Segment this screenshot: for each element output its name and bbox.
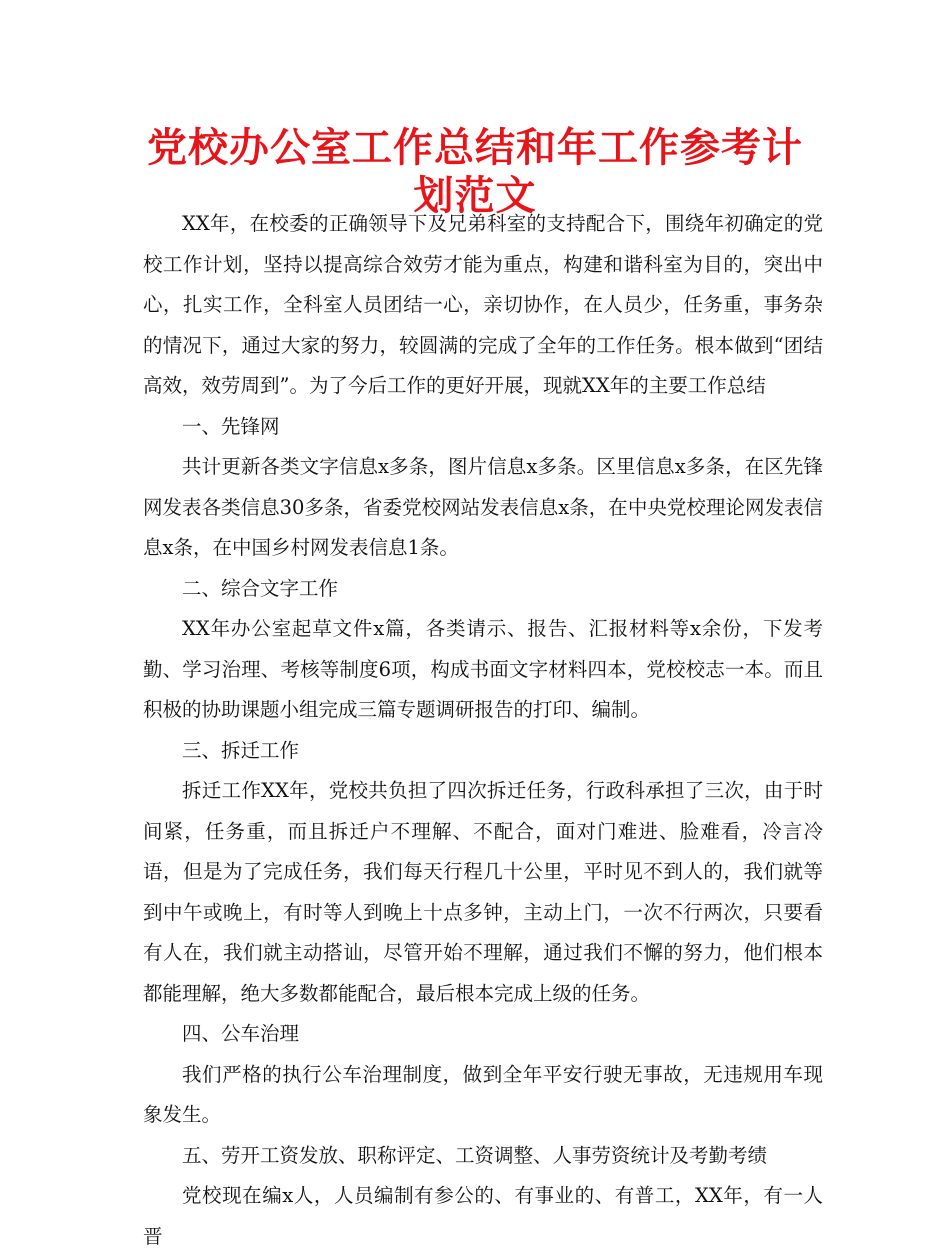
paragraph-section-4: 我们严格的执行公车治理制度，做到全年平安行驶无事故，无违规用车现象发生。: [143, 1062, 823, 1126]
paragraph-intro: XX年，在校委的正确领导下及兄弟科室的支持配合下，围绕年初确定的党校工作计划，坚持以提高综合效劳才能为重点，构建和谐科室为目的，突出中心，扎实工作，全科室人员团结一心，亲切协作，在人员少，任务重，事务杂的情况下，通过大家的努力，较圆满的完成了全年的工作任务。根本做到“团结高效，效劳周到”。为了今后工作的更好开展，现就XX年的主要工作总结: [143, 212, 823, 397]
document-body: [143, 204, 823, 1257]
section-heading-1: 一、先锋网: [182, 414, 280, 438]
document-title: 党校办公室工作总结和年工作参考计划范文: [147, 125, 803, 219]
paragraph-section-3: 拆迁工作XX年，党校共负担了四次拆迁任务，行政科承担了三次，由于时间紧，任务重，而且拆迁户不理解、不配合，面对门难进、脸难看，冷言冷语，但是为了完成任务，我们每天行程几十公里，平时见不到人的，我们就等到中午或晚上，有时等人到晚上十点多钟，主动上门，一次不行两次，只要看有人在，我们就主动搭讪，尽管开始不理解，通过我们不懈的努力，他们根本都能理解，绝大多数都能配合，最后根本完成上级的任务。: [143, 779, 823, 1005]
paragraph-section-1: 共计更新各类文字信息x多条，图片信息x多条。区里信息x多条，在区先锋网发表各类信息30多条，省委党校网站发表信息x条，在中央党校理论网发表信息x条，在中国乡村网发表信息1条。: [143, 455, 823, 559]
paragraph-section-2: XX年办公室起草文件x篇，各类请示、报告、汇报材料等x余份，下发考勤、学习治理、考核等制度6项，构成书面文字材料四本，党校校志一本。而且积极的协助课题小组完成三篇专题调研报告的打印、编制。: [143, 617, 823, 721]
section-heading-4: 四、公车治理: [182, 1022, 300, 1045]
section-heading-5: 五、劳开工资发放、职称评定、工资调整、人事劳资统计及考勤考绩: [182, 1143, 768, 1167]
section-heading-2: 二、综合文字工作: [182, 576, 339, 600]
section-heading-3: 三、拆迁工作: [182, 738, 300, 762]
paragraph-section-5: 党校现在编x人，人员编制有参公的、有事业的、有普工，XX年，有一人晋: [143, 1184, 823, 1248]
